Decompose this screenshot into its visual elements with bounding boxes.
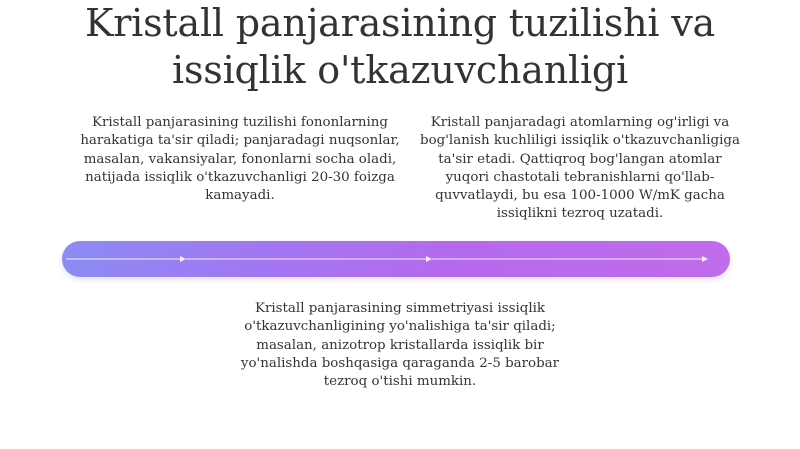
timeline-arrows	[62, 241, 730, 277]
timeline-arrow-2	[186, 256, 432, 262]
point-text-1: Kristall panjarasining tuzilishi fononlarning harakatiga ta'sir qiladi; panjaradagi nuqsonlar, masalan, vakansiyalar, fononlarni socha oladi, natijada issiqlik o'tkazuvchanligi 20-30 foizga kamayadi.	[80, 115, 400, 204]
timeline-arrow-1	[66, 256, 186, 262]
point-text-2: Kristall panjaradagi atomlarning og'irligi va bog'lanish kuchliligi issiqlik o'tkazuvchanligiga ta'sir etadi. Qattiqroq bog'langan atomlar yuqori chastotali tebranishlarni qo'llab-quvvatlaydi, bu esa 100-1000 W/mK gacha issiqlikni tezroq uzatadi.	[420, 115, 740, 222]
slide-title: Kristall panjarasining tuzilishi va issiqlik o'tkazuvchanligi	[85, 1, 715, 92]
timeline-bar	[62, 241, 730, 277]
timeline-arrow-3	[432, 256, 708, 262]
point-text-3: Kristall panjarasining simmetriyasi issiqlik o'tkazuvchanligining yo'nalishiga ta'sir qiladi; masalan, anizotrop kristallarda issiqlik bir yo'nalishda boshqasiga qaraganda 2-5 barobar tezroq o'tishi mumkin.	[240, 301, 560, 390]
